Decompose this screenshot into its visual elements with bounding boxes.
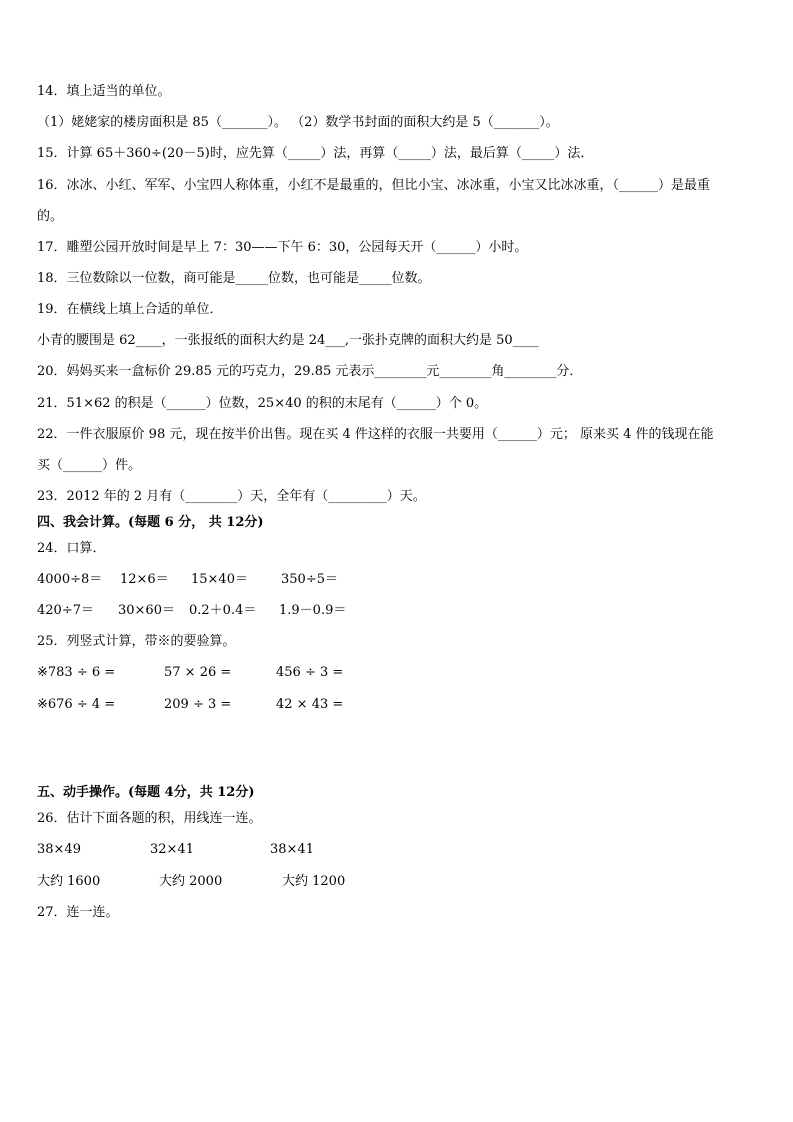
q22-line2: 买（______）件。: [37, 458, 142, 473]
q27-title: 27．连一连。: [37, 905, 119, 920]
q24-r1-c4: 350÷5＝: [281, 572, 338, 587]
q23: 23．2012 年的 2 月有（________）天，全年有（_________）天。: [37, 489, 426, 504]
q24-r2-c3: 0.2＋0.4＝: [189, 603, 257, 618]
q14-title: 14．填上适当的单位。: [37, 84, 171, 99]
q24-r2-c2: 30×60＝: [118, 603, 175, 618]
q25-r1-c3: 456 ÷ 3 =: [276, 665, 344, 680]
q26-r2-c3: 大约 1200: [282, 874, 346, 889]
q24-r1-c1: 4000÷8＝: [37, 572, 103, 587]
q20: 20．妈妈买来一盒标价 29.85 元的巧克力，29.85 元表示________元________角________分．: [37, 364, 583, 379]
q25-r2-c3: 42 × 43 =: [276, 697, 344, 712]
q26-r1-c2: 32×41: [150, 842, 194, 857]
q17: 17．雕塑公园开放时间是早上 7：30——下午 6：30，公园每天开（______）小时。: [37, 240, 528, 255]
q16-line2: 的。: [37, 209, 64, 224]
section5-heading: 五、动手操作。(每题 4分，共 12分): [37, 785, 255, 800]
q24-title: 24．口算．: [37, 541, 106, 556]
q24-r1-c3: 15×40＝: [191, 572, 248, 587]
q18: 18．三位数除以一位数，商可能是_____位数，也可能是_____位数。: [37, 271, 431, 286]
q15: 15．计算 65＋360÷(20－5)时，应先算（_____）法，再算（_____）法，最后算（_____）法．: [37, 146, 594, 161]
q19-title: 19．在横线上填上合适的单位．: [37, 302, 223, 317]
q24-r1-c2: 12×6＝: [120, 572, 169, 587]
q25-r2-c1: ※676 ÷ 4 =: [37, 697, 116, 712]
q26-title: 26．估计下面各题的积，用线连一连。: [37, 811, 262, 826]
q14-line: （1）姥姥家的楼房面积是 85（_______）。 （2）数学书封面的面积大约是 5（_______）。: [37, 115, 559, 130]
q25-r1-c1: ※783 ÷ 6 =: [37, 665, 116, 680]
q19-line: 小青的腰围是 62____，一张报纸的面积大约是 24___,一张扑克牌的面积大约是 50____: [37, 333, 539, 348]
q26-r2-c2: 大约 2000: [159, 874, 223, 889]
q24-r2-c4: 1.9－0.9＝: [279, 603, 347, 618]
section4-heading: 四、我会计算。(每题 6 分， 共 12分): [37, 515, 264, 530]
q25-r1-c2: 57 × 26 =: [164, 665, 232, 680]
q26-r1-c1: 38×49: [37, 842, 81, 857]
q26-r1-c3: 38×41: [270, 842, 314, 857]
q25-r2-c2: 209 ÷ 3 =: [164, 697, 232, 712]
q21: 21．51×62 的积是（______）位数，25×40 的积的末尾有（______）个 0。: [37, 396, 488, 411]
q25-title: 25．列竖式计算，带※的要验算。: [37, 634, 236, 649]
q24-r2-c1: 420÷7＝: [37, 603, 94, 618]
q16-line1: 16．冰冰、小红、军军、小宝四人称体重，小红不是最重的，但比小宝、冰冰重，小宝又比冰冰重，（______）是最重: [37, 178, 711, 193]
q22-line1: 22．一件衣服原价 98 元，现在按半价出售。现在买 4 件这样的衣服一共要用（______）元； 原来买 4 件的钱现在能: [37, 427, 714, 442]
q26-r2-c1: 大约 1600: [37, 874, 101, 889]
